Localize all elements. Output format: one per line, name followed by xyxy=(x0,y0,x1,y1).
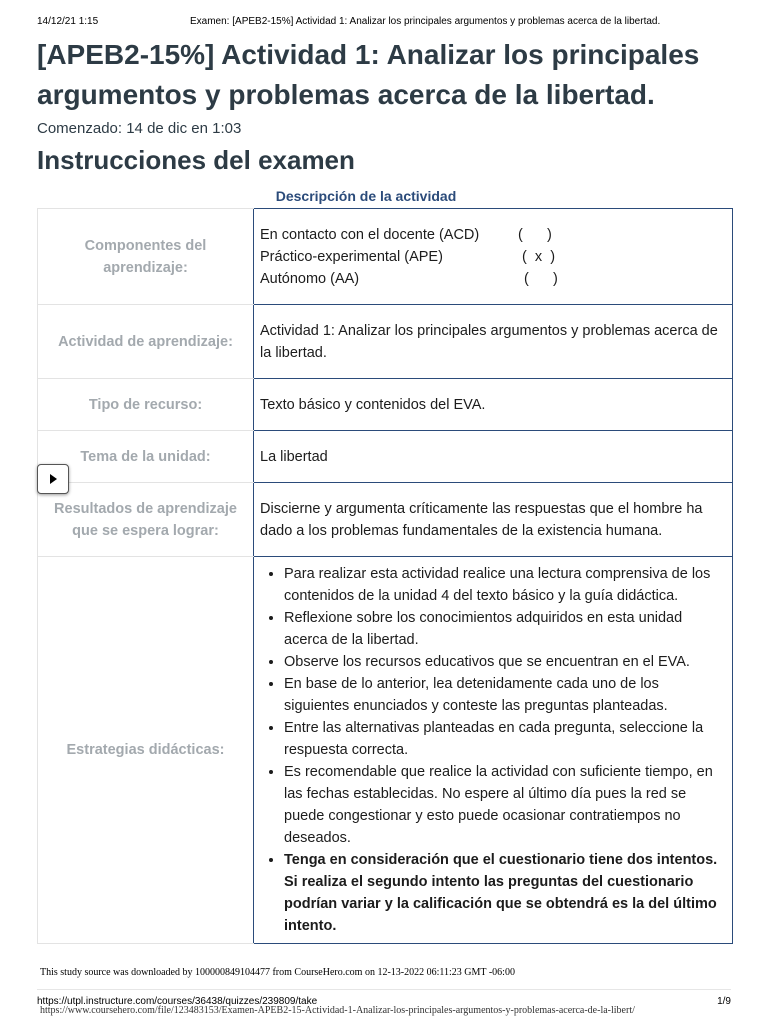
table-row xyxy=(38,209,733,305)
play-button[interactable] xyxy=(37,464,69,494)
resource-type-label: Tipo de recurso: xyxy=(38,379,254,431)
component-line xyxy=(260,246,726,268)
list-item: • Es recomendable que realice la actividad con suficiente tiempo, en las fechas establecidas. No espere al último día pues la red se puede congestionar y esto puede ocasionar contratiempos no deseados. xyxy=(284,761,726,849)
page-url[interactable]: https://utpl.instructure.com/courses/36438/quizzes/239809/take xyxy=(37,996,318,1007)
component-line xyxy=(260,268,726,290)
component-name: En contacto con el docente (ACD) xyxy=(260,226,480,243)
play-icon xyxy=(47,473,59,485)
quiz-title: [APEB2-15%] Actividad 1: Analizar los principales argumentos y problemas acerca de la libertad. xyxy=(37,39,700,110)
activity-value: Actividad 1: Analizar los principales argumentos y problemas acerca de la libertad. xyxy=(254,305,733,379)
components-value xyxy=(254,209,733,305)
strategies-list xyxy=(260,563,726,937)
component-mark: ( x ) xyxy=(522,248,556,265)
table-row xyxy=(38,305,733,379)
list-item: • Para realizar esta actividad realice una lectura comprensiva de los contenidos de la unidad 4 del texto básico y la guía didáctica. xyxy=(284,563,726,607)
list-item: • Entre las alternativas planteadas en cada pregunta, seleccione la respuesta correcta. xyxy=(284,717,726,761)
component-name: Práctico-experimental (APE) xyxy=(260,248,443,265)
component-name: Autónomo (AA) xyxy=(260,270,360,287)
list-item: • Observe los recursos educativos que se encuentran en el EVA. xyxy=(284,651,726,673)
print-page-title: Examen: [APEB2-15%] Actividad 1: Analizar los principales argumentos y problemas acerca de la libertad. xyxy=(190,16,661,27)
component-mark: ( ) xyxy=(524,270,558,287)
resource-type-value: Texto básico y contenidos del EVA. xyxy=(254,379,733,431)
table-row xyxy=(38,431,733,483)
activity-label: Actividad de aprendizaje: xyxy=(38,305,254,379)
print-header xyxy=(37,16,731,30)
table-row xyxy=(38,557,733,944)
list-item: • En base de lo anterior, lea detenidamente cada uno de los siguientes enunciados y conteste las preguntas planteadas. xyxy=(284,673,726,717)
table-row xyxy=(38,379,733,431)
strategies-value xyxy=(254,557,733,944)
unit-topic-label: Tema de la unidad: xyxy=(38,431,254,483)
learning-outcomes-value: Discierne y argumenta críticamente las respuestas que el hombre ha dado a los problemas fundamentales de la existencia humana. xyxy=(254,483,733,557)
source-url[interactable]: https://www.coursehero.com/file/123483153/Examen-APEB2-15-Actividad-1-Analizar-los-principales-argumentos-y-problemas-acerca-de-la-libert/ xyxy=(40,1005,635,1016)
unit-topic-value: La libertad xyxy=(254,431,733,483)
footer-divider xyxy=(37,989,731,990)
list-item: • Tenga en consideración que el cuestionario tiene dos intentos. Si realiza el segundo intento las preguntas del cuestionario podrían variar y la calificación que se obtendrá es la del último intento. xyxy=(284,849,726,937)
table-caption: Descripción de la actividad xyxy=(275,188,457,204)
strategies-label: Estrategias didácticas: xyxy=(38,557,254,944)
component-mark: ( ) xyxy=(518,226,552,243)
table-row xyxy=(38,483,733,557)
instructions-heading: Instrucciones del examen xyxy=(37,145,355,175)
page-number: 1/9 xyxy=(717,996,731,1007)
list-item: • Reflexione sobre los conocimientos adquiridos en esta unidad acerca de la libertad. xyxy=(284,607,726,651)
components-label: Componentes del aprendizaje: xyxy=(38,209,254,305)
quiz-started-time: Comenzado: 14 de dic en 1:03 xyxy=(37,120,242,137)
source-note: This study source was downloaded by 100000849104477 from CourseHero.com on 12-13-2022 06:11:23 GMT -06:00 xyxy=(40,967,515,978)
print-datetime: 14/12/21 1:15 xyxy=(37,16,99,27)
component-line xyxy=(260,224,726,246)
learning-outcomes-label: Resultados de aprendizaje que se espera lograr: xyxy=(38,483,254,557)
activity-description-table xyxy=(37,208,733,944)
